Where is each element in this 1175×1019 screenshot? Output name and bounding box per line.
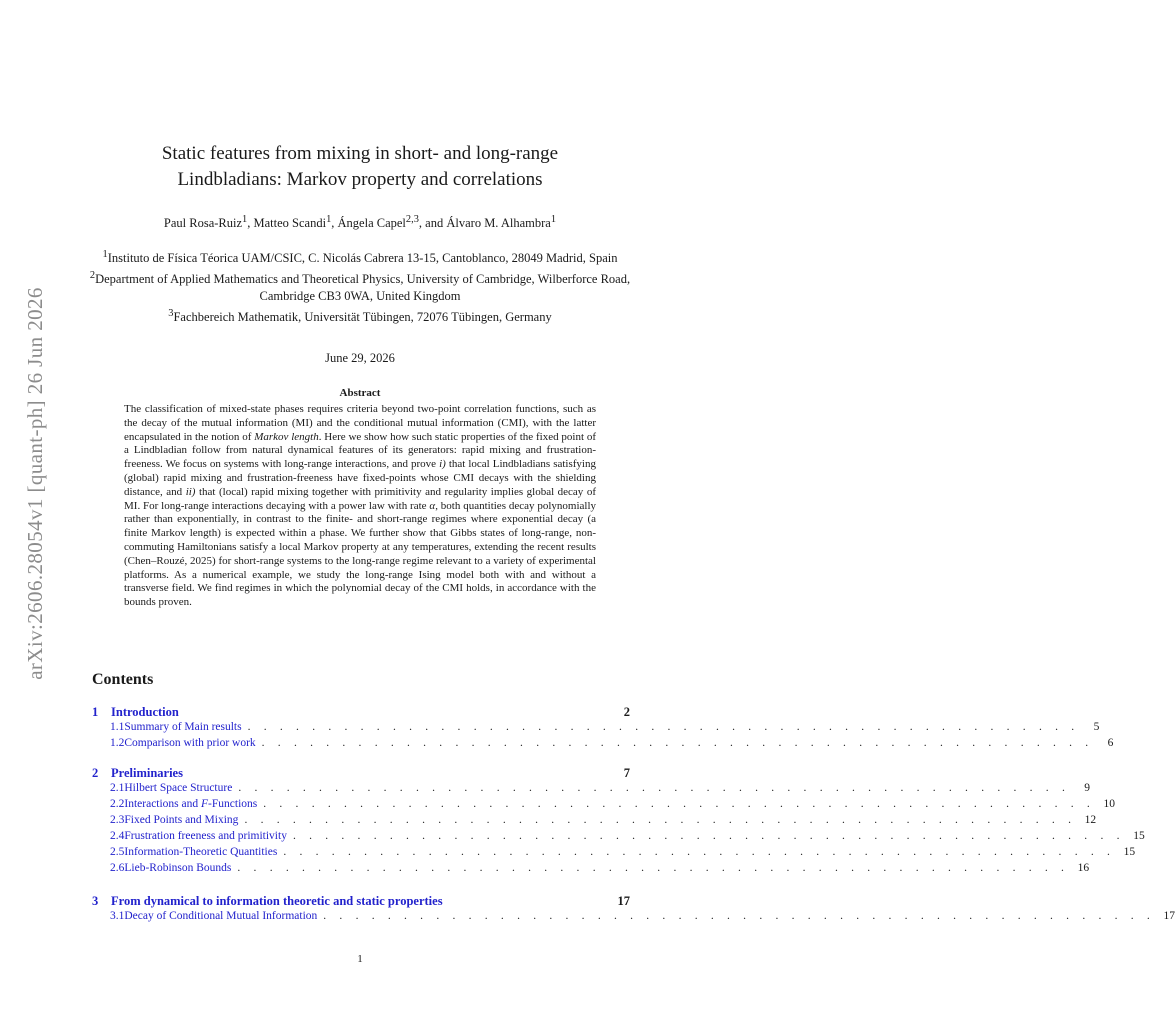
toc-page-number: 15 bbox=[1133, 830, 1145, 842]
toc-leader-dots: . . . . . . . . . . . . . . . . . . . . . . . . . . . . . . . . . . . . . . . . . . . . . . . . . . . . bbox=[237, 862, 1070, 874]
abstract-body bbox=[124, 403, 596, 610]
toc-section-number: 2 bbox=[92, 766, 99, 780]
toc-section-title[interactable]: Preliminaries bbox=[111, 766, 183, 780]
affiliation-list bbox=[80, 246, 640, 326]
author-affil-mark: 2,3 bbox=[405, 214, 419, 225]
toc-subsection-number: 2.4 bbox=[110, 830, 125, 842]
toc-page-number: 10 bbox=[1103, 798, 1115, 810]
author-name: Álvaro M. Alhambra bbox=[446, 216, 551, 231]
toc-page-number: 17 bbox=[1163, 910, 1175, 922]
abstract-emphasis: α bbox=[429, 499, 436, 512]
toc-leader-dots: . . . . . . . . . . . . . . . . . . . . . . . . . . . . . . . . . . . . . . . . . . . . . . . . . . . . bbox=[261, 737, 1094, 749]
toc-leader-dots: . . . . . . . . . . . . . . . . . . . . . . . . . . . . . . . . . . . . . . . . . . . . . . . . . . . . bbox=[283, 846, 1116, 858]
author-list: Paul Rosa-Ruiz$^1$, Matteo Scandi$^1$, Ángela Capel$^{2,3}$, and Álvaro M. Alhambra$^1$ bbox=[163, 214, 557, 231]
arxiv-identifier bbox=[18, 288, 52, 678]
toc-entry-cmi-decay[interactable] bbox=[92, 910, 1175, 926]
toc-leader-dots: . . . . . . . . . . . . . . . . . . . . . . . . . . . . . . . . . . . . . . . . . . . . . . . . . . . . bbox=[263, 798, 1095, 810]
toc-entry-hilbert-space[interactable] bbox=[92, 782, 1091, 798]
author-affil-mark: 1 bbox=[242, 214, 248, 225]
abstract-text: . Here we show how such static properties of the fixed point of a Lindbladian follow from natural dynamical features of its generators: rapid mixing and frustration-freeness. We focus on systems with long-range interactions, and prove bbox=[124, 430, 597, 471]
affiliation-text: Instituto de Física Téorica UAM/CSIC, C. Nicolás Cabrera 13-15, Cantoblanco, 28049 Madrid, Spain bbox=[107, 251, 618, 266]
abstract-text: that (local) rapid mixing together with primitivity and regularity implies global decay of MI. For long-range interactions decaying with a power law with rate bbox=[124, 485, 596, 512]
toc-entry-summary[interactable] bbox=[92, 721, 1100, 737]
affiliation bbox=[80, 305, 640, 326]
page-number: 1 bbox=[357, 953, 363, 965]
toc-page-number: 15 bbox=[1123, 846, 1136, 858]
author-affil-mark: 1 bbox=[326, 214, 332, 225]
affiliation bbox=[80, 267, 640, 305]
toc-leader-dots: . . . . . . . . . . . . . . . . . . . . . . . . . . . . . . . . . . . . . . . . . . . . . . . . . . . . bbox=[292, 830, 1125, 842]
author-name: Matteo Scandi bbox=[253, 216, 327, 231]
contents-heading: Contents bbox=[92, 671, 154, 688]
abstract-emphasis: i) bbox=[439, 458, 446, 471]
abstract-text: The classification of mixed-state phases requires criteria beyond two-point correlation functions, such as the decay of the mutual information (MI) and the conditional mutual information (CMI), with the latter encapsulated in the notion of bbox=[124, 403, 596, 443]
author-name: Paul Rosa-Ruiz bbox=[163, 216, 243, 231]
abstract-emphasis: ii) bbox=[185, 485, 196, 498]
toc-title-emphasis: F bbox=[201, 798, 209, 810]
affiliation-mark: 2 bbox=[89, 270, 96, 282]
toc-subsection-number: 2.5 bbox=[110, 846, 125, 858]
toc-subsection-title[interactable]: Information-Theoretic Quantities bbox=[124, 846, 278, 858]
toc-subsection-title[interactable] bbox=[124, 798, 257, 810]
toc-subsection-number: 3.1 bbox=[110, 910, 125, 922]
toc-leader-dots: . . . . . . . . . . . . . . . . . . . . . . . . . . . . . . . . . . . . . . . . . . . . . . . . . . . . bbox=[244, 814, 1077, 826]
toc-leader-dots: . . . . . . . . . . . . . . . . . . . . . . . . . . . . . . . . . . . . . . . . . . . . . . . . . . . . bbox=[323, 910, 1156, 922]
toc-entry-frustration[interactable] bbox=[92, 830, 1145, 846]
toc-leader-dots: . . . . . . . . . . . . . . . . . . . . . . . . . . . . . . . . . . . . . . . . . . . . . . . . . . . . bbox=[238, 782, 1071, 794]
abstract-text: that local Lindbladians satisfying (global) rapid mixing and frustration-freeness have fixed-points whose CMI decays with the shielding distance, and bbox=[124, 458, 596, 498]
toc-section-number: 1 bbox=[92, 705, 99, 719]
toc-subsection-number: 2.3 bbox=[110, 814, 125, 826]
toc-page-number: 17 bbox=[617, 894, 630, 908]
toc-subsection-title[interactable]: Hilbert Space Structure bbox=[124, 782, 233, 794]
toc-entry-preliminaries[interactable] bbox=[92, 766, 630, 782]
toc-entry-comparison[interactable] bbox=[92, 737, 1114, 753]
paper-date: June 29, 2026 bbox=[325, 351, 395, 365]
toc-entry-dynamical-to-static[interactable] bbox=[92, 894, 630, 910]
toc-entry-interactions[interactable] bbox=[92, 798, 1115, 814]
toc-subsection-number: 2.2 bbox=[110, 798, 125, 810]
toc-subsection-title[interactable]: Summary of Main results bbox=[124, 721, 242, 733]
toc-section-number: 3 bbox=[92, 894, 99, 908]
toc-section-title[interactable]: Introduction bbox=[111, 705, 179, 719]
affiliation-text: Fachbereich Mathematik, Universität Tübingen, 72076 Tübingen, Germany bbox=[173, 310, 552, 325]
paper-title bbox=[100, 141, 620, 193]
toc-page-number: 9 bbox=[1084, 782, 1091, 794]
toc-page-number: 7 bbox=[623, 766, 630, 780]
affiliation-mark: 3 bbox=[168, 308, 174, 320]
toc-section-1 bbox=[92, 705, 1114, 753]
toc-entry-information-theoretic[interactable] bbox=[92, 846, 1136, 862]
toc-page-number: 2 bbox=[623, 705, 630, 719]
toc-entry-introduction[interactable] bbox=[92, 705, 630, 721]
toc-leader-dots: . . . . . . . . . . . . . . . . . . . . . . . . . . . . . . . . . . . . . . . . . . . . . . . . . . . . bbox=[247, 721, 1080, 733]
affiliation-text: Department of Applied Mathematics and Theoretical Physics, University of Cambridge, Wilberforce Road, Cambridge CB3 0WA, United Kingdom bbox=[95, 272, 631, 304]
toc-subsection-title[interactable]: Lieb-Robinson Bounds bbox=[124, 862, 232, 874]
toc-section-title[interactable]: From dynamical to information theoretic and static properties bbox=[111, 894, 443, 908]
abstract-emphasis: Markov length bbox=[254, 430, 319, 443]
toc-subsection-number: 2.6 bbox=[110, 862, 125, 874]
author-name: Ángela Capel bbox=[337, 216, 406, 231]
affiliation bbox=[80, 246, 640, 267]
affiliation-mark: 1 bbox=[102, 249, 108, 260]
toc-subsection-number: 1.1 bbox=[110, 721, 125, 733]
toc-entry-fixed-points[interactable] bbox=[92, 814, 1097, 830]
arxiv-identifier-text: arXiv:2606.28054v1 [quant-ph] 26 Jun 2026 bbox=[22, 286, 47, 680]
toc-page-number: 5 bbox=[1093, 721, 1100, 733]
toc-subsection-title[interactable]: Comparison with prior work bbox=[124, 737, 256, 749]
abstract-heading: Abstract bbox=[339, 387, 381, 399]
toc-section-3 bbox=[92, 894, 1175, 926]
title-line-1: Static features from mixing in short- and long-range bbox=[161, 143, 559, 164]
toc-page-number: 6 bbox=[1107, 737, 1114, 749]
toc-entry-lieb-robinson[interactable] bbox=[92, 862, 1090, 878]
toc-page-number: 16 bbox=[1077, 862, 1090, 874]
abstract-text: , both quantities decay polynomially rather than exponentially, in contrast to the finite- and short-range regimes where exponential decay (a finite Markov length) is expected within a phase. We further show that Gibbs states of long-range, non-commuting Hamiltonians satisfy a local Markov property at any temperatures, extending the recent results (Chen–Rouzé, 2025) for short-range systems to the long-range regime relevant to a variety of experimental platforms. As a numerical example, we study the long-range Ising model both with and without a transverse field. We find regimes in which the polynomial decay of the CMI holds, in accordance with the bounds proven. bbox=[124, 499, 596, 609]
toc-subsection-number: 2.1 bbox=[110, 782, 125, 794]
toc-section-2 bbox=[92, 766, 1145, 878]
toc-subsection-title[interactable]: Fixed Points and Mixing bbox=[124, 814, 239, 826]
toc-title-part: Interactions and bbox=[124, 798, 202, 810]
toc-subsection-title[interactable]: Decay of Conditional Mutual Information bbox=[124, 910, 318, 922]
author-affil-mark: 1 bbox=[550, 214, 557, 225]
toc-subsection-number: 1.2 bbox=[110, 737, 125, 749]
title-line-2: Lindbladians: Markov property and correlations bbox=[177, 169, 543, 190]
toc-page-number: 12 bbox=[1084, 814, 1097, 826]
toc-title-part: -Functions bbox=[208, 798, 258, 810]
toc-subsection-title[interactable]: Frustration freeness and primitivity bbox=[124, 830, 287, 842]
